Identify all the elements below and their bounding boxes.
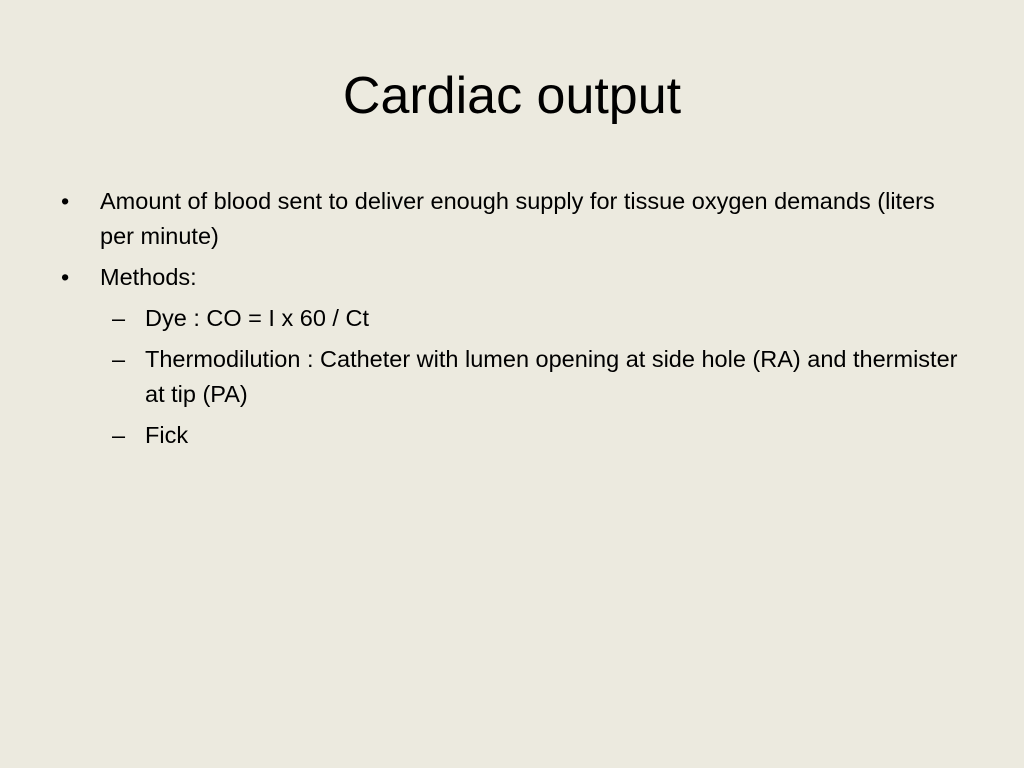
- sub-bullet-text: Fick: [145, 422, 189, 448]
- dash-marker: –: [112, 305, 126, 331]
- bullet-item: [52, 260, 972, 295]
- sub-list: [52, 301, 972, 453]
- bullet-text: Amount of blood sent to deliver enough supply for tissue oxygen demands (liters per minute): [100, 188, 935, 249]
- dash-marker: –: [112, 422, 126, 448]
- slide-title: Cardiac output: [342, 67, 682, 125]
- bullet-marker: •: [61, 264, 70, 290]
- sub-bullet-item: [52, 418, 972, 453]
- sub-bullet-item: [52, 342, 972, 412]
- dash-marker: –: [112, 346, 126, 372]
- bullet-text: Methods:: [100, 264, 197, 290]
- bullet-marker: •: [61, 188, 70, 214]
- sub-bullet-text: Dye : CO = I x 60 / Ct: [145, 305, 369, 331]
- sub-bullet-text: Thermodilution : Catheter with lumen opening at side hole (RA) and thermister at tip (PA): [145, 346, 958, 407]
- sub-bullet-item: [52, 301, 972, 336]
- bullet-item: [52, 184, 972, 254]
- slide-content: [52, 184, 972, 459]
